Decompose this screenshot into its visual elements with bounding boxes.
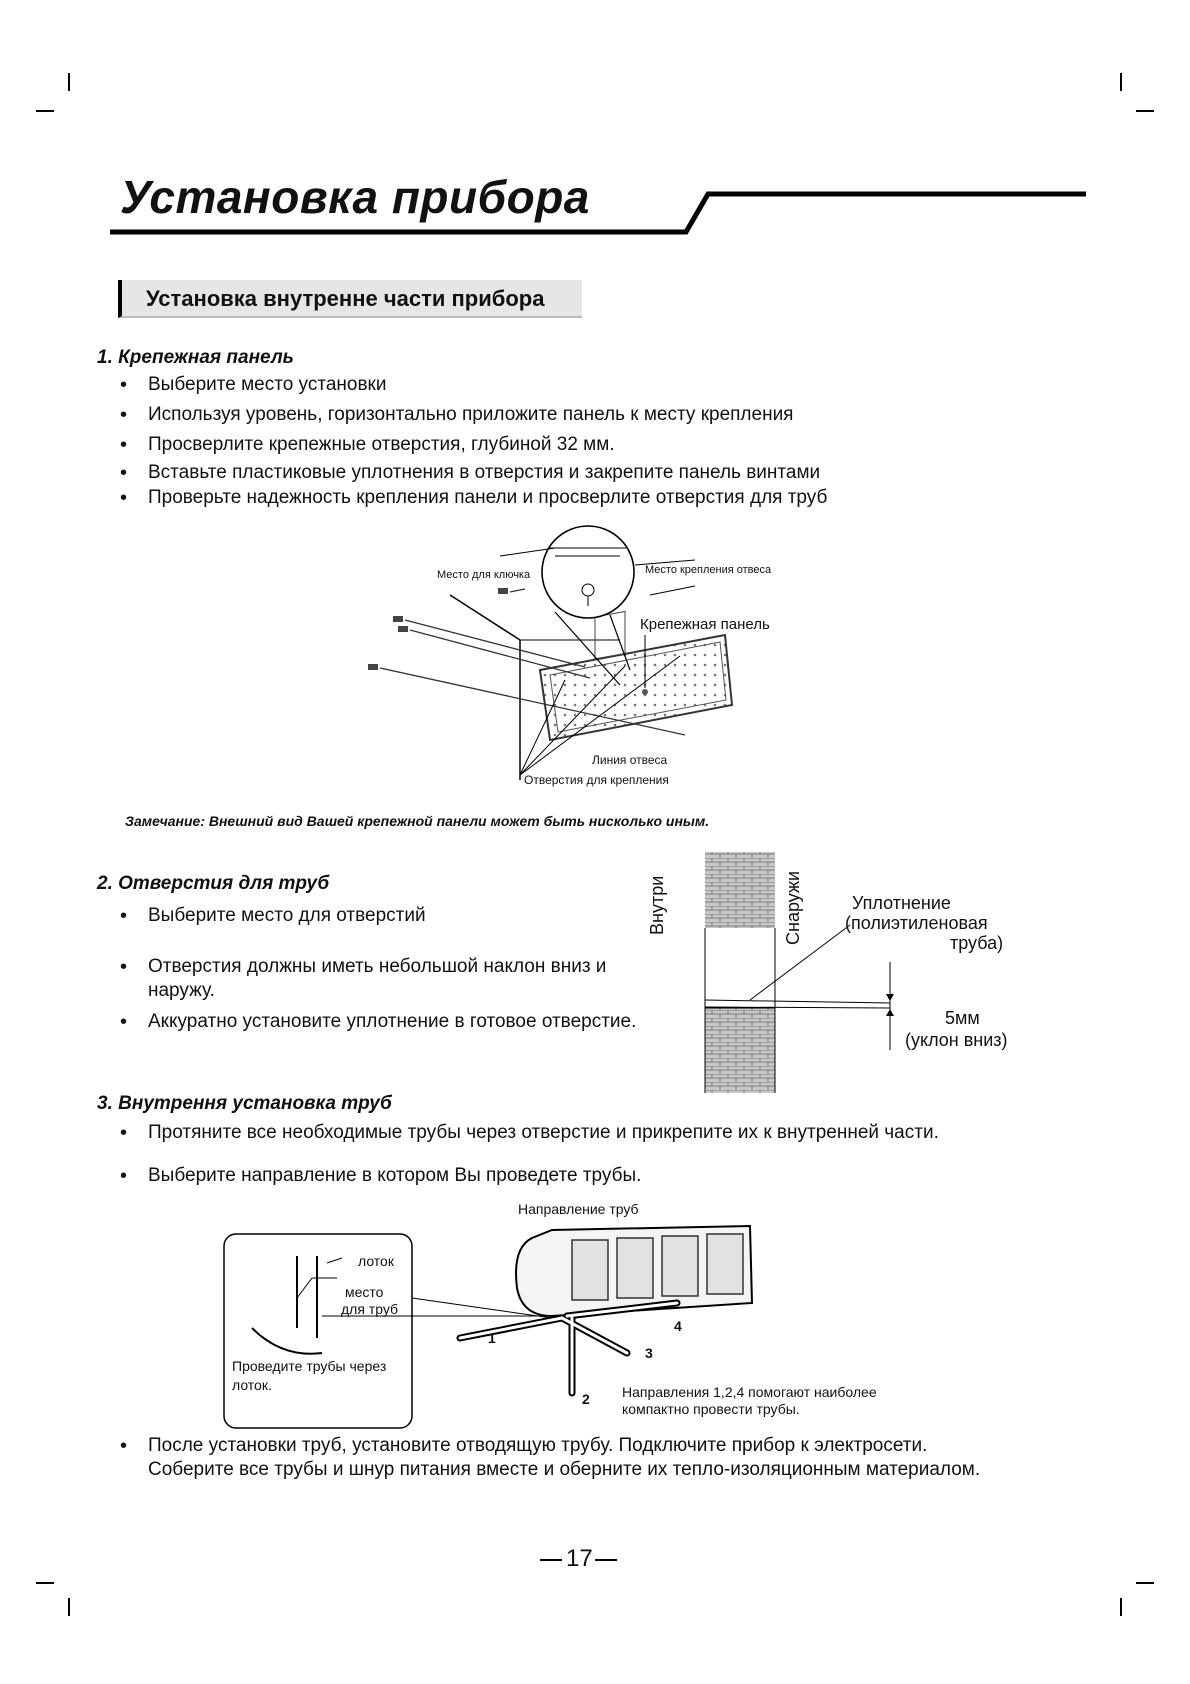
- section2-bullet: • Отверстия должны иметь небольшой наклон вниз и наружу.: [120, 955, 668, 1003]
- label-pipe-place: место: [345, 1284, 384, 1300]
- final-bullet: [120, 1434, 980, 1482]
- label-tray: лоток: [358, 1253, 394, 1269]
- label-slope-text: (уклон вниз): [905, 1030, 1008, 1050]
- crop-mark: [1120, 1598, 1122, 1616]
- section1-bullet: • Просверлите крепежные отверстия, глубиной 32 мм.: [120, 433, 615, 457]
- label-seal: Уплотнение: [852, 893, 951, 913]
- label-pipe-direction: Направление труб: [518, 1201, 639, 1217]
- label-direction-2: 2: [582, 1391, 590, 1407]
- subheading-bar: [118, 280, 582, 318]
- section3-heading: 3. Внутрення установка труб: [97, 1093, 392, 1114]
- section1-bullet: • Выберите место установки: [120, 373, 386, 397]
- label-direction-3: 3: [645, 1345, 653, 1361]
- label-slope-value: 5мм: [945, 1008, 980, 1028]
- label-plumb-line: Линия отвеса: [592, 753, 668, 767]
- label-hook-place: Место для ключка: [437, 569, 531, 581]
- label-seal: (полиэтиленовая: [845, 913, 988, 933]
- label-route: лоток.: [232, 1377, 272, 1393]
- label-directions-note: Направления 1,2,4 помогают наиболее: [622, 1384, 877, 1400]
- page-number: 17: [566, 1545, 593, 1572]
- label-directions-note: компактно провести трубы.: [622, 1401, 800, 1417]
- section2-bullet: • Аккуратно установите уплотнение в готовое отверстие.: [120, 1010, 636, 1034]
- crop-mark: [1120, 73, 1122, 91]
- section1-heading: 1. Крепежная панель: [97, 347, 294, 368]
- label-mount-holes: Отверстия для крепления: [524, 773, 669, 787]
- label-direction-1: 1: [488, 1330, 496, 1346]
- crop-mark: [36, 110, 54, 112]
- label-route: Проведите трубы через: [232, 1358, 387, 1374]
- label-direction-4: 4: [674, 1318, 682, 1334]
- section2-heading: 2. Отверстия для труб: [97, 873, 330, 894]
- section1-bullet: • Вставьте пластиковые уплотнения в отверстия и закрепите панель винтами: [120, 461, 820, 485]
- section2-bullet: • Выберите место для отверстий: [120, 904, 426, 928]
- section3-bullet: • Протяните все необходимые трубы через отверстие и прикрепите их к внутренней части.: [120, 1121, 939, 1145]
- label-mounting-plate: Крепежная панель: [640, 616, 770, 633]
- crop-mark: [1136, 1582, 1154, 1584]
- crop-mark: [68, 1598, 70, 1616]
- section1-bullet: • Используя уровень, горизонтально приложите панель к месту крепления: [120, 403, 793, 427]
- page-title: Установка прибора: [120, 171, 590, 223]
- label-pipe-place: для труб: [341, 1301, 399, 1317]
- label-outside: Снаружи: [783, 870, 803, 945]
- plate-note: Замечание: Внешний вид Вашей крепежной панели может быть нисколько иным.: [125, 813, 710, 829]
- label-plumb-place: Место крепления отвеса: [645, 564, 772, 576]
- subheading: Установка внутренне части прибора: [146, 286, 545, 311]
- page-number-dash: [595, 1559, 617, 1561]
- crop-mark: [36, 1582, 54, 1584]
- final-line: Соберите все трубы и шнур питания вместе и оберните их тепло-изоляционным материалом.: [148, 1459, 981, 1480]
- crop-mark: [1136, 110, 1154, 112]
- label-seal: труба): [950, 933, 1004, 953]
- label-inside: Внутри: [647, 875, 667, 935]
- title-rule: [108, 188, 1088, 238]
- mounting-plate-diagram: [350, 520, 800, 795]
- final-line: • После установки труб, установите отводящую трубу. Подключите прибор к электросети.: [148, 1435, 928, 1456]
- page-number-dash: [540, 1559, 562, 1561]
- section1-bullet: • Проверьте надежность крепления панели и просверлите отверстия для труб: [120, 486, 827, 510]
- section3-bullet: • Выберите направление в котором Вы проведете трубы.: [120, 1164, 641, 1188]
- crop-mark: [68, 73, 70, 91]
